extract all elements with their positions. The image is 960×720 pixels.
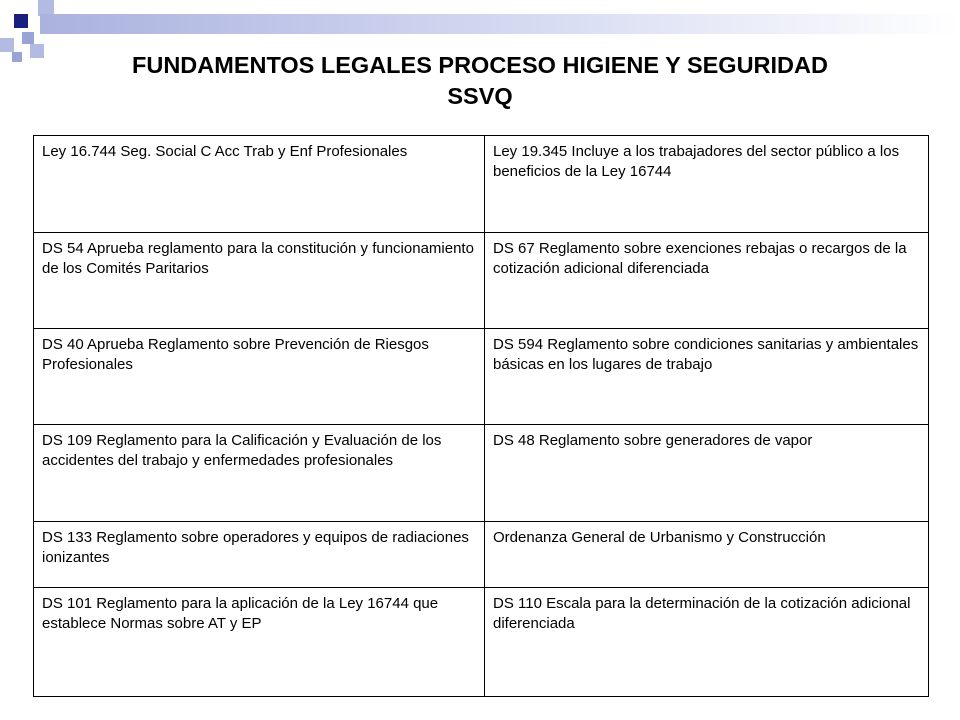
table-row	[34, 136, 929, 233]
table-cell-right: Ley 19.345 Incluye a los trabajadores del sector público a los beneficios de la Ley 16744	[485, 136, 929, 233]
page-title-line-2: SSVQ	[447, 83, 513, 109]
table-row	[34, 588, 929, 697]
page-title	[0, 50, 960, 112]
table-cell-right: DS 48 Reglamento sobre generadores de vapor	[485, 425, 929, 522]
legal-foundations-table	[33, 135, 929, 697]
table-cell-right: DS 594 Reglamento sobre condiciones sanitarias y ambientales básicas en los lugares de trabajo	[485, 329, 929, 425]
page-title-line-1: FUNDAMENTOS LEGALES PROCESO HIGIENE Y SEGURIDAD	[132, 52, 828, 78]
table-row	[34, 522, 929, 588]
table-row	[34, 425, 929, 522]
corner-square-navy	[14, 14, 28, 28]
header-gradient-bar	[40, 14, 960, 34]
table-cell-left: Ley 16.744 Seg. Social C Acc Trab y Enf Profesionales	[34, 136, 485, 233]
table-cell-right: DS 110 Escala para la determinación de la cotización adicional diferenciada	[485, 588, 929, 697]
table-cell-right: Ordenanza General de Urbanismo y Construcción	[485, 522, 929, 588]
table-cell-left: DS 101 Reglamento para la aplicación de la Ley 16744 que establece Normas sobre AT y EP	[34, 588, 485, 697]
table-cell-left: DS 133 Reglamento sobre operadores y equipos de radiaciones ionizantes	[34, 522, 485, 588]
table-row	[34, 233, 929, 329]
corner-square-mid-1	[22, 32, 34, 44]
table-cell-left: DS 54 Aprueba reglamento para la constitución y funcionamiento de los Comités Paritarios	[34, 233, 485, 329]
table-cell-left: DS 109 Reglamento para la Calificación y Evaluación de los accidentes del trabajo y enfermedades profesionales	[34, 425, 485, 522]
table-row	[34, 329, 929, 425]
table-cell-left: DS 40 Aprueba Reglamento sobre Prevención de Riesgos Profesionales	[34, 329, 485, 425]
table-cell-right: DS 67 Reglamento sobre exenciones rebajas o recargos de la cotización adicional diferenciada	[485, 233, 929, 329]
